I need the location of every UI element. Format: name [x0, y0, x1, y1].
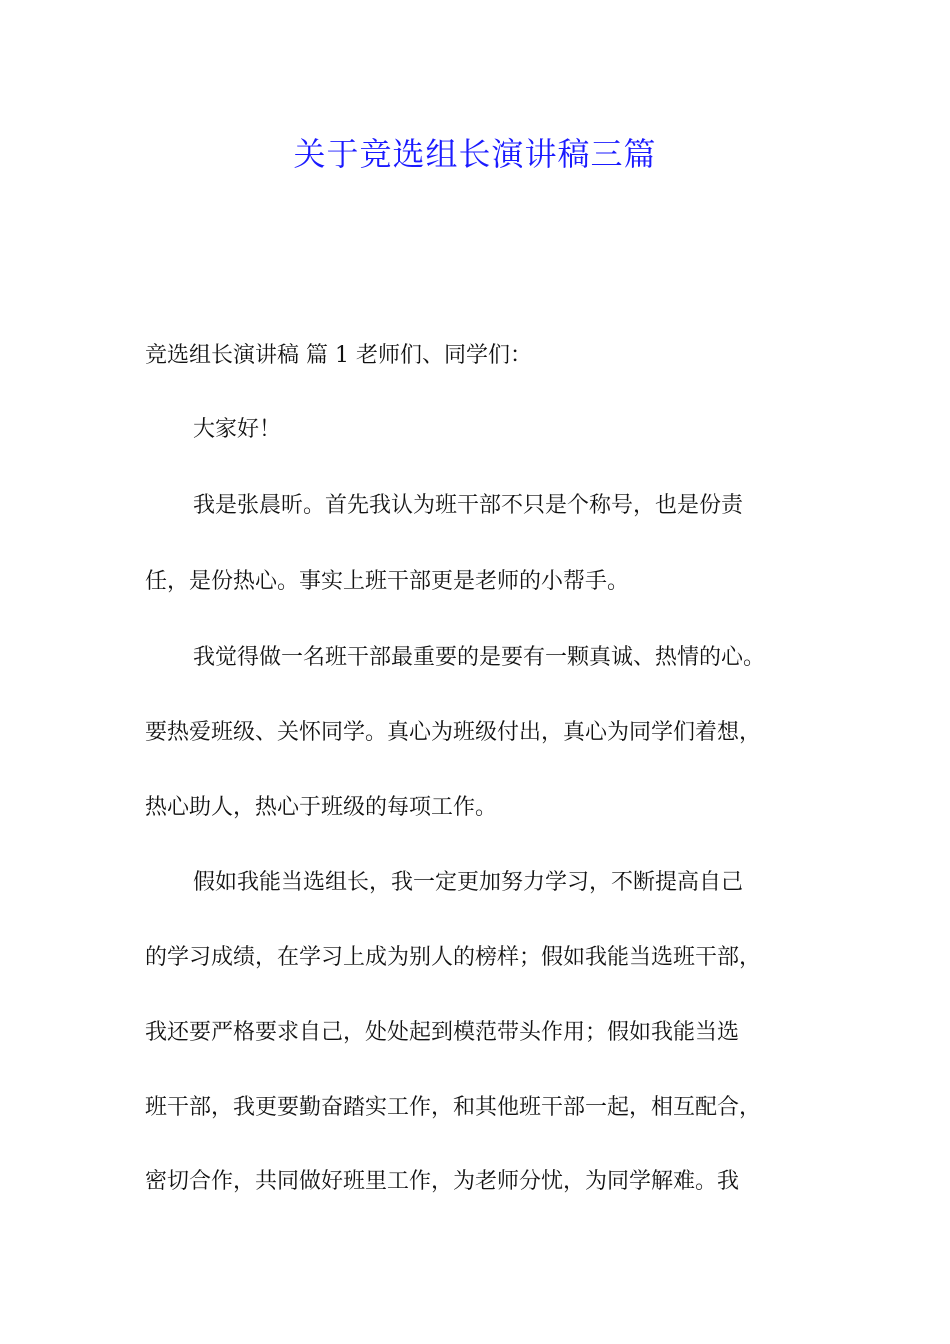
paragraph-line: 任，是份热心。事实上班干部更是老师的小帮手。: [145, 569, 630, 594]
paragraph-line: 我是张晨昕。首先我认为班干部不只是个称号，也是份责: [193, 493, 744, 518]
paragraph-line: 的学习成绩，在学习上成为别人的榜样；假如我能当选班干部，: [145, 945, 762, 970]
paragraph-line: 要热爱班级、关怀同学。真心为班级付出，真心为同学们着想，: [145, 720, 762, 745]
paragraph-line: 热心助人，热心于班级的每项工作。: [145, 795, 498, 820]
paragraph-line: 密切合作，共同做好班里工作，为老师分忧，为同学解难。我: [145, 1169, 740, 1194]
paragraph-line: 竞选组长演讲稿 篇 1 老师们、同学们：: [145, 343, 532, 368]
paragraph-line: 我还要严格要求自己，处处起到模范带头作用；假如我能当选: [145, 1020, 740, 1045]
paragraph-line: 我觉得做一名班干部最重要的是要有一颗真诚、热情的心。: [193, 645, 766, 670]
document-title: 关于竞选组长演讲稿三篇: [293, 135, 657, 173]
paragraph-line: 大家好！: [193, 417, 282, 442]
paragraph-line: 假如我能当选组长，我一定更加努力学习，不断提高自己: [193, 870, 744, 895]
paragraph-line: 班干部，我更要勤奋踏实工作，和其他班干部一起，相互配合，: [145, 1095, 762, 1120]
